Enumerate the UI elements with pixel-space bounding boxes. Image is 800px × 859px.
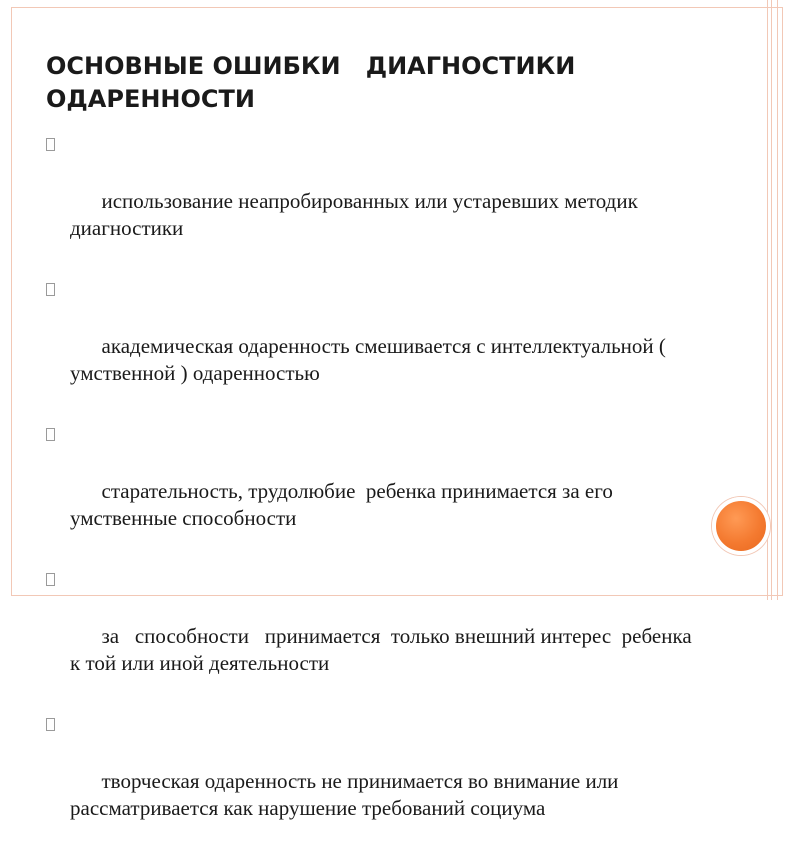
bullet-text: академическая одаренность смешивается с интеллектуальной ( умственной ) одаренностью	[70, 334, 672, 385]
bullet-text: за способности принимается только внешний интерес ребенка к той или иной деятельности	[70, 624, 697, 675]
bullet-text: использование неапробированных или устаревших методик диагностики	[70, 189, 644, 240]
square-bullet-icon	[46, 138, 55, 151]
list-item	[46, 424, 706, 559]
decorative-rail-line	[777, 0, 778, 600]
list-item	[46, 279, 706, 414]
square-bullet-icon	[46, 428, 55, 441]
list-item	[46, 714, 706, 849]
square-bullet-icon	[46, 573, 55, 586]
list-item	[46, 569, 706, 704]
square-bullet-icon	[46, 718, 55, 731]
list-item	[46, 134, 706, 269]
slide-title: ОСНОВНЫЕ ОШИБКИ ДИАГНОСТИКИ ОДАРЕННОСТИ	[46, 52, 584, 113]
bullet-text: творческая одаренность не принимается во внимание или рассматривается как нарушение требований социума	[70, 769, 624, 820]
bullet-text: старательность, трудолюбие ребенка принимается за его умственные способности	[70, 479, 619, 530]
square-bullet-icon	[46, 283, 55, 296]
decorative-rail-line	[771, 0, 772, 600]
decorative-rail-line	[767, 0, 768, 600]
bullet-list	[46, 134, 706, 859]
orange-circle-icon	[712, 497, 770, 555]
